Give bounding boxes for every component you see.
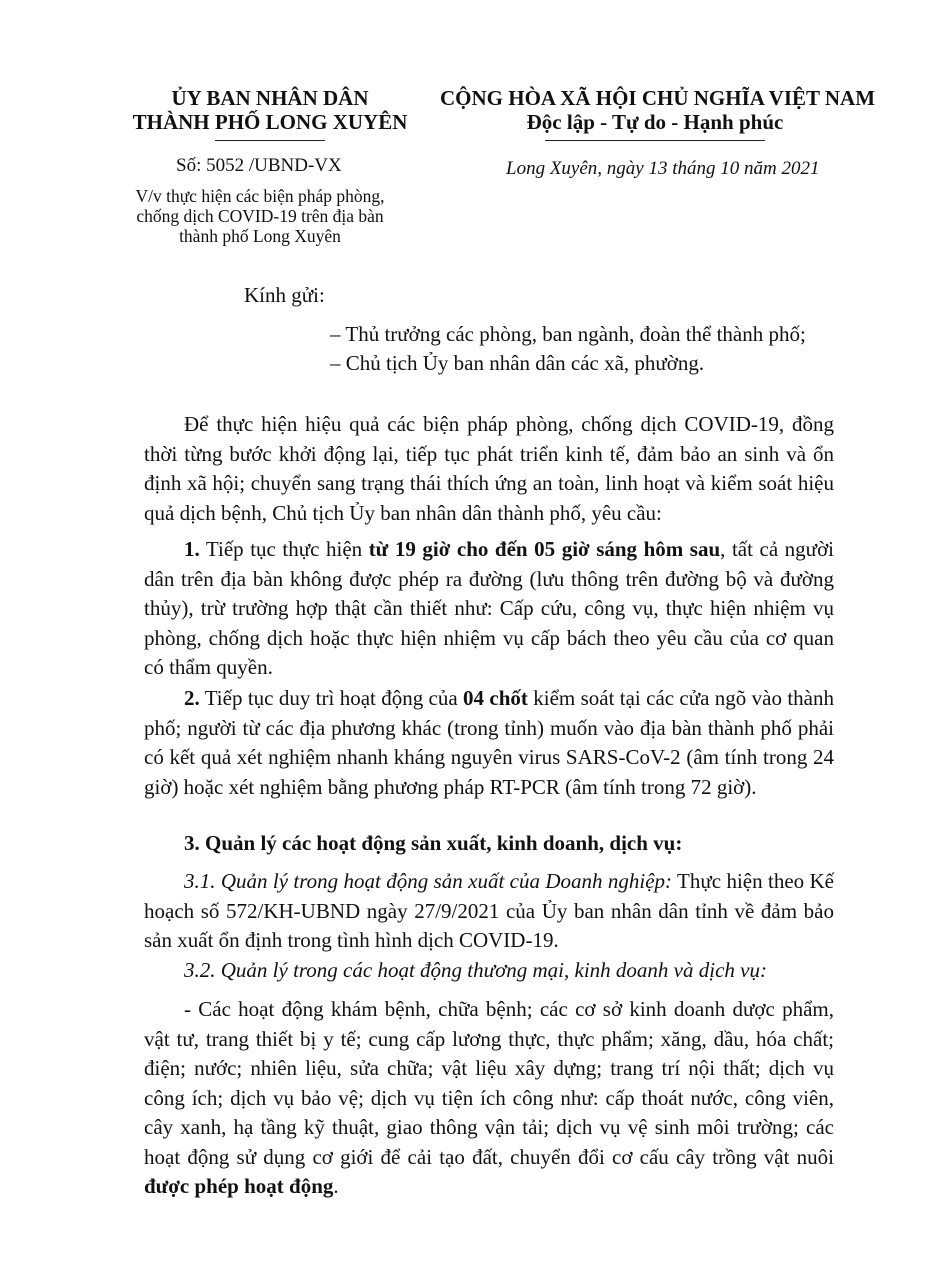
subject-line: thành phố Long Xuyên (179, 226, 341, 246)
intro-text: Để thực hiện hiệu quả các biện pháp phòng, chống dịch COVID-19, đồng thời từng bước khởi động lại, tiếp tục phát triển kinh tế, đảm bảo an sinh và ổn định xã hội; chuyển sang trạng thái thích ứng an toàn, linh hoạt và kiểm soát hiệu quả dịch bệnh, Chủ tịch Ủy ban nhân dân thành phố, yêu cầu: (144, 412, 834, 525)
issuing-authority-line2: THÀNH PHỐ LONG XUYÊN (132, 110, 408, 134)
item-1-text: Tiếp tục thực hiện (199, 537, 369, 561)
item-3-2-end: . (333, 1174, 339, 1198)
item-3-2-emphasis: được phép hoạt động (144, 1174, 334, 1198)
item-1-text-rest: , tất cả người dân trên địa bàn không được phép ra đường (lưu thông trên đường bộ và đường thủy), trừ trường hợp thật cần thiết như: Cấp cứu, công vụ, thực hiện nhiệm vụ phòng, chống dịch hoặc thực hiện nhiệm vụ cấp bách theo yêu cầu của cơ quan có thẩm quyền. (144, 537, 835, 679)
subject-line: chống dịch COVID-19 trên địa bàn (136, 206, 384, 226)
left-header-rule (215, 140, 325, 141)
national-title: CỘNG HÒA XÃ HỘI CHỦ NGHĨA VIỆT NAM (440, 86, 876, 110)
item-2-text-rest: kiểm soát tại các cửa ngõ vào thành phố; người từ các địa phương khác (trong tỉnh) muốn vào địa bàn thành phố phải có kết quả xét nghiệm nhanh kháng nguyên virus SARS-CoV-2 (âm tính trong 24 giờ) hoặc xét nghiệm bằng phương pháp RT-PCR (âm tính trong 72 giờ). (144, 686, 834, 799)
place-date: Long Xuyên, ngày 13 tháng 10 năm 2021 (506, 158, 820, 179)
item-1-paragraph (144, 535, 834, 683)
greeting: Kính gửi: (244, 283, 325, 307)
item-3-1-title: 3.1. Quản lý trong hoạt động sản xuất của Doanh nghiệp: (184, 869, 673, 893)
item-3-2-title: 3.2. Quản lý trong các hoạt động thương mại, kinh doanh và dịch vụ: (184, 958, 767, 982)
national-motto: Độc lập - Tự do - Hạnh phúc (526, 110, 784, 134)
item-2-number: 2. (184, 686, 200, 710)
subject-line: V/v thực hiện các biện pháp phòng, (135, 186, 385, 206)
item-3-heading-text: 3. Quản lý các hoạt động sản xuất, kinh doanh, dịch vụ: (184, 831, 683, 855)
subject-block (100, 186, 420, 246)
recipient-item: – Chủ tịch Ủy ban nhân dân các xã, phường. (330, 351, 705, 375)
item-3-heading (144, 829, 834, 859)
issuing-authority-line1: ỦY BAN NHÂN DÂN (171, 86, 369, 110)
document-number: Số: 5052 /UBND-VX (176, 155, 342, 176)
item-1-number: 1. (184, 537, 200, 561)
item-3-1-text: Thực hiện theo Kế hoạch số 572/KH-UBND ngày 27/9/2021 của Ủy ban nhân dân tỉnh về đảm bảo sản xuất ổn định trong tình hình dịch COVID-19. (144, 869, 834, 952)
recipient-item: – Thủ trưởng các phòng, ban ngành, đoàn thể thành phố; (330, 322, 806, 346)
item-3-2-text: - Các hoạt động khám bệnh, chữa bệnh; các cơ sở kinh doanh dược phẩm, vật tư, trang thiết bị y tế; cung cấp lương thực, thực phẩm; xăng, dầu, hóa chất; điện; nước; nhiên liệu, sửa chữa; vật liệu xây dựng; trang trí nội thất; dịch vụ công ích; dịch vụ bảo vệ; dịch vụ tiện ích công như: cấp thoát nước, công viên, cây xanh, hạ tầng kỹ thuật, giao thông vận tải; dịch vụ vệ sinh môi trường; các hoạt động sử dụng cơ giới để cải tạo đất, chuyển đổi cơ cấu cây trồng vật nuôi (144, 997, 834, 1169)
intro-paragraph (144, 410, 834, 528)
item-3-1-paragraph (144, 867, 834, 956)
item-1-emphasis: từ 19 giờ cho đến 05 giờ sáng hôm sau (368, 537, 721, 561)
item-2-paragraph (144, 684, 834, 802)
item-2-text: Tiếp tục duy trì hoạt động của (199, 686, 464, 710)
item-2-emphasis: 04 chốt (463, 686, 528, 710)
item-3-2-paragraph (144, 995, 834, 1202)
item-3-2-heading (144, 956, 834, 986)
right-header-rule (545, 140, 765, 141)
